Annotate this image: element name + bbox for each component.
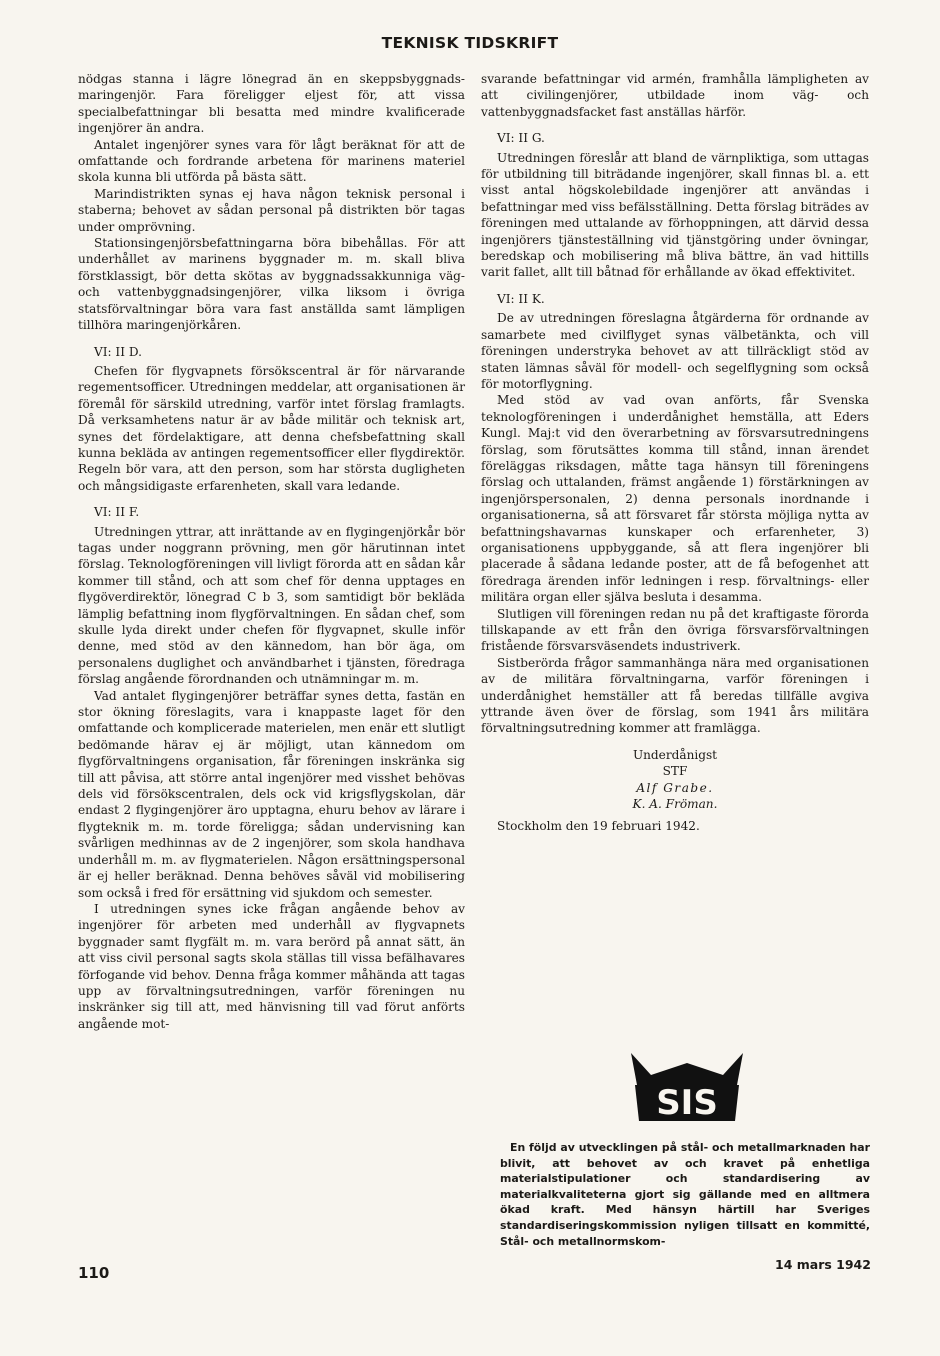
signature-block (481, 747, 869, 813)
place-date: Stockholm den 19 februari 1942. (497, 819, 700, 834)
signature-organization: STF (662, 764, 688, 779)
section-heading: VI: II F. (94, 505, 140, 520)
paragraph: Utredningen yttrar, att inrättande av en flygingenjörkår bör tagas under noggrann prövning, men gör härutinnan intet förslag. Teknologföreningen vill livligt förorda att en sådan kår kommer till stånd, och att som chef för denna upptages en flygöverdirektör, lönegrad C b 3, som samtidigt bör bekläda lämplig befattning inom flygförvaltningen. En sådan chef, som skulle lyda direkt under chefen för flygvapnet, skulle inför denne, med stöd av den kännedom, han bör äga, om personalens duglighet och användbarhet i tjänsten, föredraga förslag angående förordnanden och utnämningar m. m. (78, 524, 465, 687)
section-heading: VI: II G. (497, 131, 545, 146)
right-column (481, 71, 869, 835)
section-heading: VI: II D. (94, 344, 142, 359)
signature-name: Alf Grabe. (636, 780, 714, 795)
paragraph: Antalet ingenjörer synes vara för lågt beräknat för att de omfattande och fordrande arbetena för marinens materiel skola kunna bli utförda på bästa sätt. (78, 137, 465, 185)
paragraph: Slutligen vill föreningen redan nu på det kraftigaste förorda tillskapande av ett från den övriga försvarsförvaltningen fristående försvarsväsendets industriverk. (481, 606, 869, 654)
paragraph: Stationsingenjörsbefattningarna böra bibehållas. För att underhållet av marinens byggnader m. m. skall bliva förstklassigt, bör detta skötas av byggnadssakkunniga väg- och vattenbyggnadsingenjörer, vilka liksom i övriga statsförvaltningar böra vara fast anställda samt lämpligen tillhöra maringenjörkåren. (78, 236, 465, 333)
notice-text: En följd av utvecklingen på stål- och metallmarknaden har blivit, att behovet av och kravet på enhetliga materialstipulationer och standardisering av materialkvaliteterna gjort sig gällande med en alltmera ökad kraft. Med hänsyn härtill har Sveriges standardiseringskommission nyligen tillsatt en kommitté, Stål- och metallnormskom- (500, 1141, 870, 1248)
logo-text: SIS (656, 1083, 718, 1123)
paragraph: Chefen för flygvapnets försökscentral är för närvarande regementsofficer. Utredningen meddelar, att organisationen är föremål för särskild utredning, varför intet förslag framlagts. Då verksamhetens natur är av både militär och teknisk art, synes det fördelaktigare, att denna chefsbefattning skall kunna bekläda av antingen regementsofficer eller flygdirektör. Regeln bör vara, att den person, som har största dugligheten och mångsidigaste erfarenheten, skall vara ledande. (78, 363, 465, 493)
paragraph: Med stöd av vad ovan anförts, får Svenska teknologföreningen i underdånighet hemställa, att Eders Kungl. Maj:t vid den överarbetning av försvarsutredningens förslag, som förutsättes komma till stånd, innan ärendet föreläggas riksdagen, måtte taga hänsyn till föreningens förslag och uttalanden, främst angående 1) förstärkningen av ingenjörspersonalen, 2) denna personals inordnande i organisationerna, så att försvaret får största möjliga nytta av befattningshavarnas kunskaper och erfarenheter, 3) organisationens uppbyggande, så att flera ingenjörer bli placerade å sådana ledande poster, att de få befogenhet att föredraga ärenden inför ledningen i resp. förvaltnings- eller militära organ eller själva besluta i desamma. (481, 393, 869, 605)
paragraph: Sistberörda frågor sammanhänga nära med organisationen av de militära förvaltningarna, varför föreningen i underdånighet hemställer att få beredas tillfälle avgiva yttrande även över de förslag, som 1941 års militära förvaltningsutredning kommer att framlägga. (481, 655, 869, 736)
paragraph: Vad antalet flygingenjörer beträffar synes detta, fastän en stor ökning föreslagits, vara i knappaste laget för den omfattande och komplicerade materielen, men enär ett slutligt bedömande härav ej är möjligt, utan kännedom om flygförvaltningens organisation, får föreningen inskränka sig till att påvisa, att större antal ingenjörer med visshet behövas dels vid försökscentralen, dels ock vid krigsflygskolan, där endast 2 flygingenjörer äro upptagna, ehuru behov av lärare i flygteknik m. m. torde föreligga; sådan undervisning kan svårligen medhinnas av de 2 ingenjörer, som skola handhava underhåll m. m. av flygmaterielen. Någon ersättningspersonal är ej heller beräknad. Denna behöves såväl vid mobilisering som också i fred för ersättning vid sjukdom och semester. (78, 688, 465, 900)
paragraph: De av utredningen föreslagna åtgärderna för ordnande av samarbete med civilflyget synas välbetänkta, och vill föreningen understryka behovet av att tillräckligt stöd av staten lämnas såväl för modell- och segelflygning som också för motorflygning. (481, 311, 869, 391)
paragraph: Utredningen föreslår att bland de värnpliktiga, som uttagas för utbildning till biträdande ingenjörer, skall finnas bl. a. ett visst antal högskolebildade ingenjörer att användas i befattningar med viss befälsställning. Detta förslag biträdes av föreningen med uttalande av förhoppningen, att därvid dessa ingenjörers tjänsteställning vid tjänstgöring under övningar, beredskap och mobilisering må bliva bättre, än vad hittills varit fallet, allt till båtnad för erhållande av ökad effektivitet. (481, 150, 869, 280)
paragraph: Marindistrikten synas ej hava någon teknisk personal i staberna; behovet av sådan personal på distrikten bör tagas under omprövning. (78, 186, 465, 234)
journal-title: TEKNISK TIDSKRIFT (381, 34, 559, 52)
paragraph: svarande befattningar vid armén, framhålla lämpligheten av att civilingenjörer, utbildade inom väg- och vattenbyggnadsfacket fast anställas härför. (481, 72, 869, 119)
paragraph: I utredningen synes icke frågan angående behov av ingenjörer för arbeten med underhåll av flygvapnets byggnader samt flygfält m. m. vara berörd på annat sätt, än att viss civil personal sagts skola ställas till vissa befälhavares förfogande vid behov. Denna fråga kommer måhända att tagas upp av förvaltningsutredningen, varför föreningen nu inskränker sig till att, med hänvisning till vad förut anförts angående mot- (78, 901, 465, 1031)
notice-box (500, 1140, 870, 1249)
left-column (78, 71, 465, 1032)
section-heading: VI: II K. (497, 291, 545, 306)
issue-date: 14 mars 1942 (775, 1257, 871, 1272)
signature-salutation: Underdånigst (632, 747, 718, 762)
paragraph: nödgas stanna i lägre lönegrad än en skeppsbyggnads-maringenjör. Fara föreligger eljest för, att vissa specialbefattningar bli besatta med mindre kvalificerade ingenjörer än andra. (78, 72, 465, 136)
sis-crown-logo (627, 1045, 747, 1125)
signature-name: K. A. Fröman. (632, 797, 718, 812)
page-number: 110 (78, 1264, 110, 1282)
